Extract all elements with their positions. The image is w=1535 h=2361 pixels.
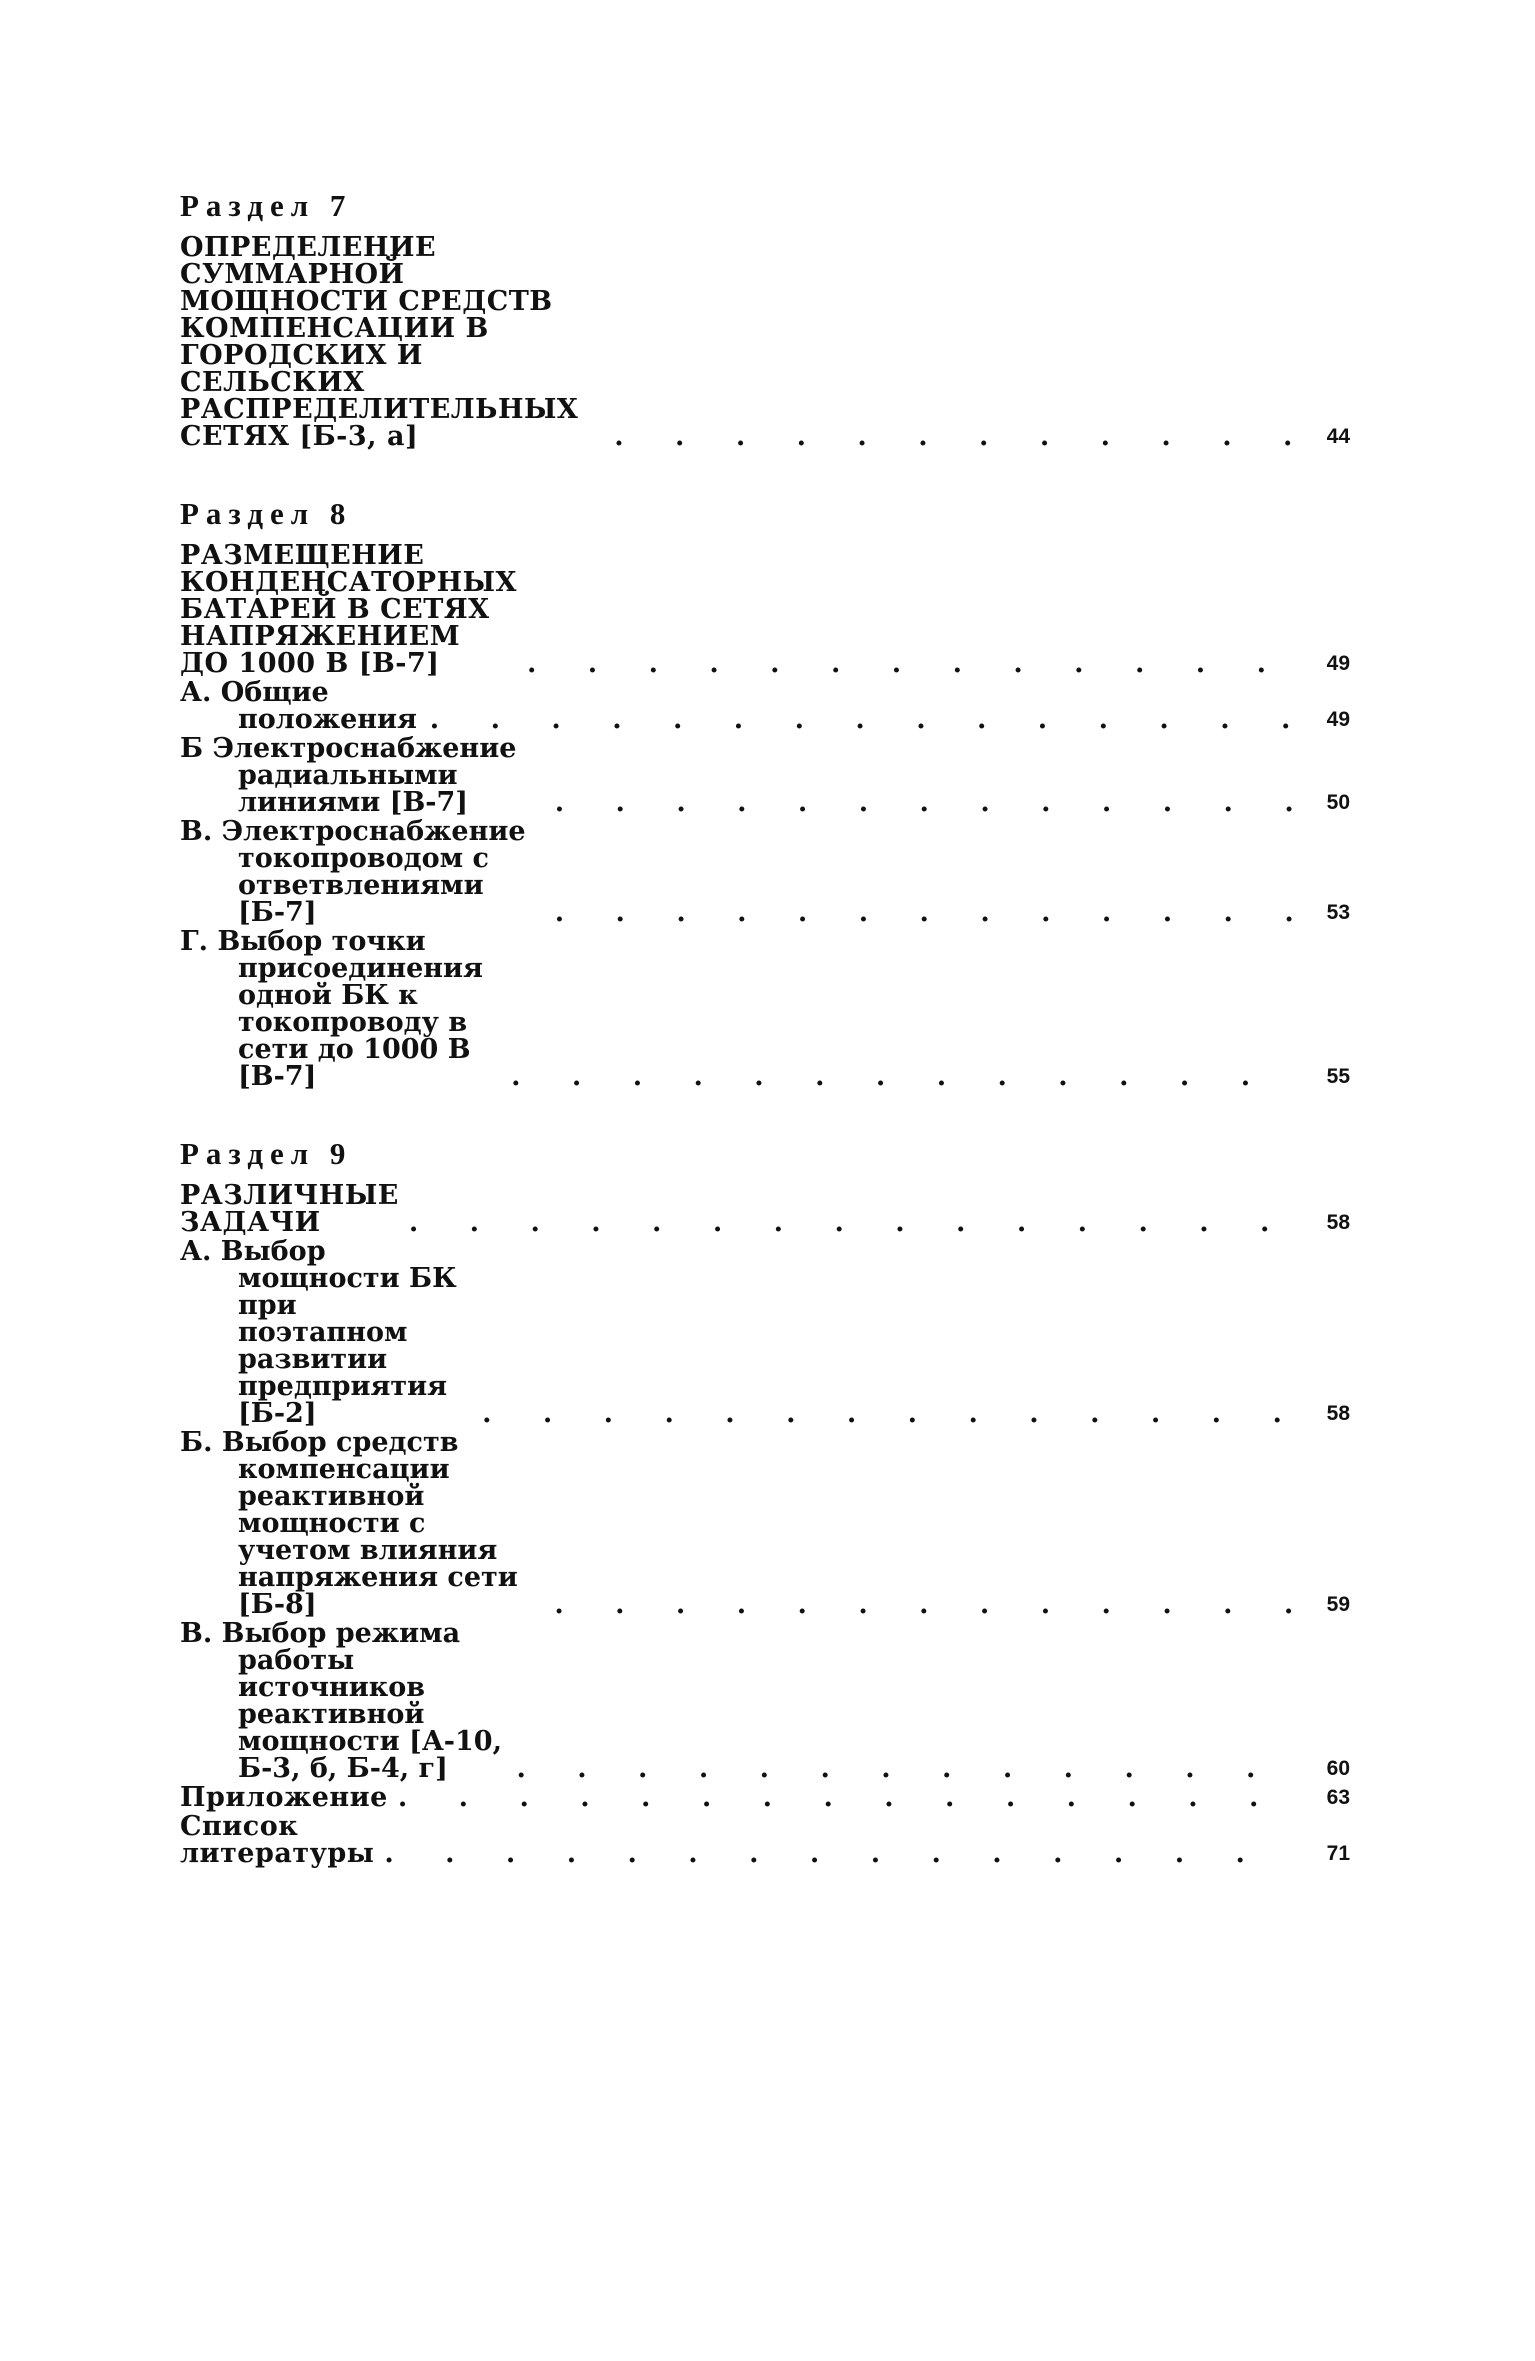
dot-leader xyxy=(517,650,1294,677)
toc-entry-text: Б. Выбор средств компенсации реактивной мощности с учетом влияния напряжения сети [Б-8] xyxy=(180,1427,518,1620)
section-9 xyxy=(180,1136,1350,1867)
dot-leader xyxy=(542,899,1294,926)
toc-page-number: 60 xyxy=(1326,1757,1350,1780)
section-7 xyxy=(180,188,1350,450)
toc-entry-text: ОПРЕДЕЛЕНИЕ СУММАРНОЙ МОЩНОСТИ СРЕДСТВ КОМПЕНСАЦИИ В ГОРОДСКИХ И СЕЛЬСКИХ РАСПРЕДЕЛИТЕЛЬНЫХ СЕТЯХ [Б-3, а] xyxy=(180,232,579,452)
toc-page-number: 44 xyxy=(1326,425,1350,448)
toc-page-number: 63 xyxy=(1326,1786,1350,1809)
section-label: Раздел 7 xyxy=(180,188,353,223)
toc-entry-text: РАЗЛИЧНЫЕ ЗАДАЧИ xyxy=(180,1180,399,1238)
dot-leader xyxy=(374,1840,1294,1867)
toc-page-number: 58 xyxy=(1326,1211,1350,1234)
section-label: Раздел 9 xyxy=(180,1136,353,1171)
dot-leader xyxy=(542,789,1294,816)
dot-leader xyxy=(417,706,1294,733)
toc-subentry xyxy=(180,735,1350,816)
toc-subentry xyxy=(180,1620,1350,1782)
toc-entry-text: А. Выбор мощности БК при поэтапном развитии предприятия [Б-2] xyxy=(180,1236,457,1429)
dot-leader xyxy=(604,423,1294,450)
toc-entry xyxy=(180,1182,1350,1236)
table-of-contents xyxy=(180,188,1350,1869)
toc-page-number: 50 xyxy=(1326,791,1350,814)
dot-leader xyxy=(498,1063,1294,1090)
dot-leader xyxy=(469,1400,1294,1427)
toc-entry-text: РАЗМЕЩЕНИЕ КОНДЕНСАТОРНЫХ БАТАРЕЙ В СЕТЯХ НАПРЯЖЕНИЕМ ДО 1000 В [В-7] xyxy=(180,540,517,679)
dot-leader xyxy=(542,1591,1294,1618)
toc-entry xyxy=(180,234,1350,450)
toc-page-number: 49 xyxy=(1326,708,1350,731)
toc-entry-text: В. Электроснабжение токопроводом с ответвлениями [Б-7] xyxy=(180,816,526,928)
toc-entry-text: Б Электроснабжение радиальными линиями [В-7] xyxy=(180,733,517,818)
toc-entry-text: А. Общие положения xyxy=(180,677,417,735)
toc-subentry xyxy=(180,818,1350,926)
dot-leader xyxy=(388,1784,1294,1811)
toc-page-number: 49 xyxy=(1326,652,1350,675)
dot-leader xyxy=(399,1209,1294,1236)
toc-subentry xyxy=(180,928,1350,1090)
toc-page-number: 71 xyxy=(1326,1842,1350,1865)
references-entry xyxy=(180,1813,1350,1867)
dot-leader xyxy=(504,1755,1294,1782)
toc-subentry xyxy=(180,1238,1350,1427)
toc-page-number: 58 xyxy=(1326,1402,1350,1425)
toc-page-number: 59 xyxy=(1326,1593,1350,1616)
section-8 xyxy=(180,496,1350,1090)
toc-subentry xyxy=(180,1429,1350,1618)
toc-entry-text: Приложение xyxy=(180,1782,388,1813)
toc-entry-text: В. Выбор режима работы источников реактивной мощности [А-10, Б-3, б, Б-4, г] xyxy=(180,1618,502,1784)
toc-entry-text: Г. Выбор точки присоединения одной БК к токопроводу в сети до 1000 В [В-7] xyxy=(180,926,483,1092)
toc-subentry xyxy=(180,679,1350,733)
toc-entry xyxy=(180,542,1350,677)
toc-entry-text: Список литературы xyxy=(180,1811,375,1869)
section-label: Раздел 8 xyxy=(180,496,353,531)
toc-page-number: 53 xyxy=(1326,901,1350,924)
toc-page-number: 55 xyxy=(1326,1065,1350,1088)
appendix-entry xyxy=(180,1784,1350,1811)
